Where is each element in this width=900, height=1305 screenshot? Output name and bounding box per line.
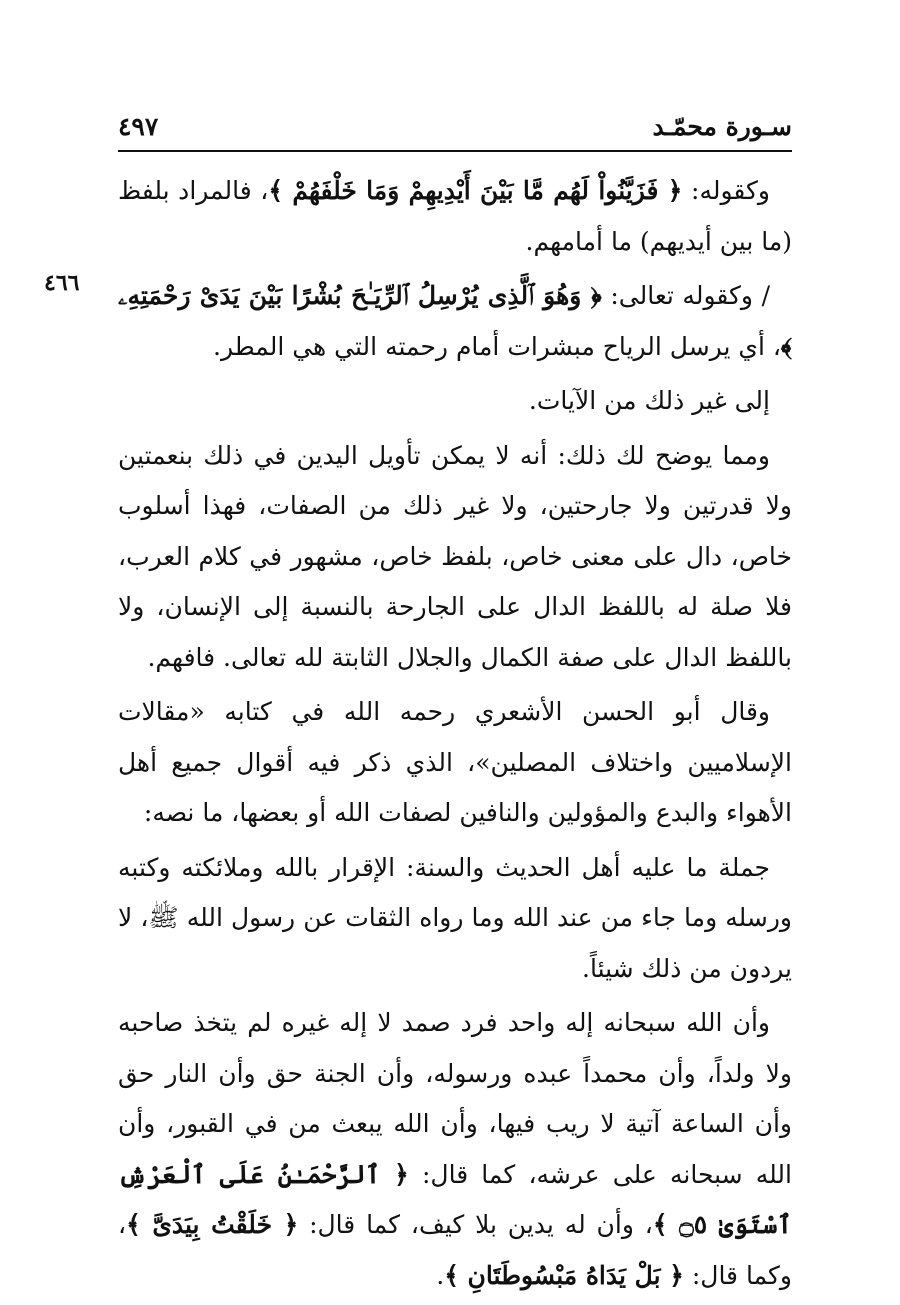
running-header [118,112,792,148]
page-number: ٤٩٧ [118,112,159,141]
paragraph-text: ومما يوضح لك ذلك: أنه لا يمكن تأويل اليدين في ذلك بنعمتين ولا قدرتين ولا جارحتين، ولا غير ذلك من الصفات، فهذا أسلوب خاص، دال على معنى خاص، بلفظ خاص، مشهور في كلام العرب، فلا صلة له باللفظ الدال على الجارحة بالنسبة إلى الإنسان، ولا باللفظ الدال على صفة الكمال والجلال الثابتة لله تعالى. فافهم. [118,440,792,672]
paragraph-text: ، أي يرسل الرياح مبشرات أمام رحمته التي هي المطر. [213,331,781,361]
quran-verse: ﴿ ٱلرَّحْمَـٰنُ عَلَى ٱلْعَرْشِ ٱسْتَوَىٰ ۝٥ ﴾ [118,1159,793,1239]
header-rule [118,150,792,152]
paragraph-text: . [436,1260,445,1290]
paragraph-4 [118,431,792,684]
quran-verse: ﴿ خَلَقْتُ بِيَدَىَّ ﴾ [126,1210,299,1239]
paragraph-text: / وكقوله تعالى: [601,281,770,310]
paragraph-text: وكقوله: [682,176,771,205]
paragraph-1 [118,166,792,267]
paragraph-text: إلى غير ذلك من الآيات. [528,386,770,415]
paragraph-text: وأن الله سبحانه إله واحد فرد صمد لا إله غيره لم يتخذ صاحبه ولا ولداً، وأن محمداً عبده ورسوله، وأن الجنة حق وأن النار حق وأن الساعة آتية لا ريب فيها، وأن الله يبعث من في القبور، وأن الله سبحانه على عرشه، كما قال: [118,1008,792,1189]
quran-verse: ﴿ بَلْ يَدَاهُ مَبْسُوطَتَانِ ﴾ [444,1260,684,1290]
paragraph-6 [118,843,792,995]
paragraph-text: ، وكما قال: [118,1210,792,1290]
paragraph-text: ، فالمراد بلفظ (ما بين أيديهم) ما أمامهم. [118,176,792,256]
surah-title: سـورة محمّـد [652,112,792,141]
paragraph-text: ، وأن له يدين بلا كيف، كما قال: [298,1210,653,1239]
margin-page-reference: ٤٦٦ [44,270,80,296]
quran-verse: ﴿ فَزَيَّنُواْ لَهُم مَّا بَيْنَ أَيْدِيهِمْ وَمَا خَلْفَهُمْ ﴾ [268,176,683,205]
paragraph-3 [118,376,792,427]
paragraph-text: جملة ما عليه أهل الحديث والسنة: الإقرار بالله وملائكته وكتبه ورسله وما جاء من عند الله وما رواه الثقات عن رسول الله ﷺ، لا يردون من ذلك شيئاً. [118,852,792,983]
paragraph-7 [118,998,792,1301]
paragraph-2 [118,271,792,372]
paragraph-5 [118,687,792,839]
quran-verse: ﴿ وَهُوَ ٱلَّذِى يُرْسِلُ ٱلرِّيَـٰحَ بُشْرًا بَيْنَ يَدَىْ رَحْمَتِهِۦ ﴾ [118,281,792,361]
text-body [118,166,792,1305]
paragraph-text: وقال أبو الحسن الأشعري رحمه الله في كتابه «مقالات الإسلاميين واختلاف المصلين»، الذي ذكر فيه أقوال جميع أهل الأهواء والبدع والمؤولين والنافين لصفات الله أو بعضها، ما نصه: [118,697,792,827]
